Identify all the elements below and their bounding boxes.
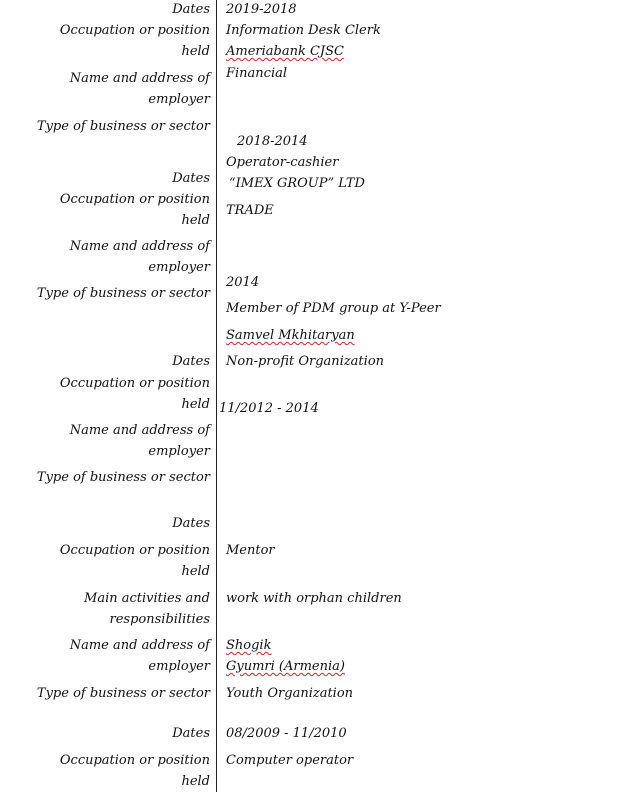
job5-dates: 08/2009 - 11/2010	[226, 726, 347, 741]
occupation-label-cont: held	[181, 44, 210, 59]
employer-label-cont: employer	[148, 444, 210, 459]
job4-employer-address: Gyumri (Armenia)	[226, 659, 345, 674]
occupation-label-cont: held	[181, 564, 210, 579]
dates-label: Dates	[172, 354, 210, 369]
employer-label-cont: employer	[148, 92, 210, 107]
job3-dates: 2014	[226, 275, 260, 290]
job1-business: Financial	[226, 66, 288, 81]
employer-label: Name and address of	[69, 239, 210, 254]
employer-label: Name and address of	[69, 71, 210, 86]
job2-occupation: Operator-cashier	[226, 155, 339, 170]
job4-dates: 11/2012 - 2014	[219, 401, 319, 416]
job1-dates: 2019-2018	[226, 2, 297, 17]
job4-occupation: Mentor	[226, 543, 275, 558]
business-label: Type of business or sector	[36, 119, 210, 134]
occupation-label: Occupation or position	[59, 23, 210, 38]
employer-label: Name and address of	[69, 638, 210, 653]
activities-label: Main activities and	[84, 591, 210, 606]
occupation-label: Occupation or position	[59, 192, 210, 207]
dates-label: Dates	[172, 516, 210, 531]
occupation-label: Occupation or position	[59, 753, 210, 768]
business-label: Type of business or sector	[36, 286, 210, 301]
employer-label: Name and address of	[69, 423, 210, 438]
job1-occupation: Information Desk Clerk	[226, 23, 381, 38]
employer-label-cont: employer	[148, 260, 210, 275]
occupation-label-cont: held	[181, 213, 210, 228]
occupation-label-cont: held	[181, 397, 210, 412]
job2-employer: “IMEX GROUP” LTD	[229, 176, 365, 191]
occupation-label: Occupation or position	[59, 543, 210, 558]
job2-dates: 2018-2014	[237, 134, 308, 149]
job4-employer-name: Shogik	[226, 638, 272, 653]
job3-employer: Samvel Mkhitaryan	[226, 328, 355, 343]
business-label: Type of business or sector	[36, 686, 210, 701]
occupation-label: Occupation or position	[59, 376, 210, 391]
job1-employer: Ameriabank CJSC	[226, 44, 344, 59]
job5-occupation: Computer operator	[226, 753, 354, 768]
job4-business: Youth Organization	[226, 686, 354, 701]
business-label: Type of business or sector	[36, 470, 210, 485]
dates-label: Dates	[172, 2, 210, 17]
job2-business: TRADE	[226, 203, 274, 218]
job4-activities: work with orphan children	[226, 591, 402, 606]
employer-label-cont: employer	[148, 659, 210, 674]
occupation-label-cont: held	[181, 774, 210, 789]
column-divider	[216, 0, 217, 792]
dates-label: Dates	[172, 171, 210, 186]
job3-occupation: Member of PDM group at Y-Peer	[226, 301, 441, 316]
job3-business: Non-profit Organization	[226, 354, 385, 369]
activities-label-cont: responsibilities	[109, 612, 210, 627]
dates-label: Dates	[172, 726, 210, 741]
